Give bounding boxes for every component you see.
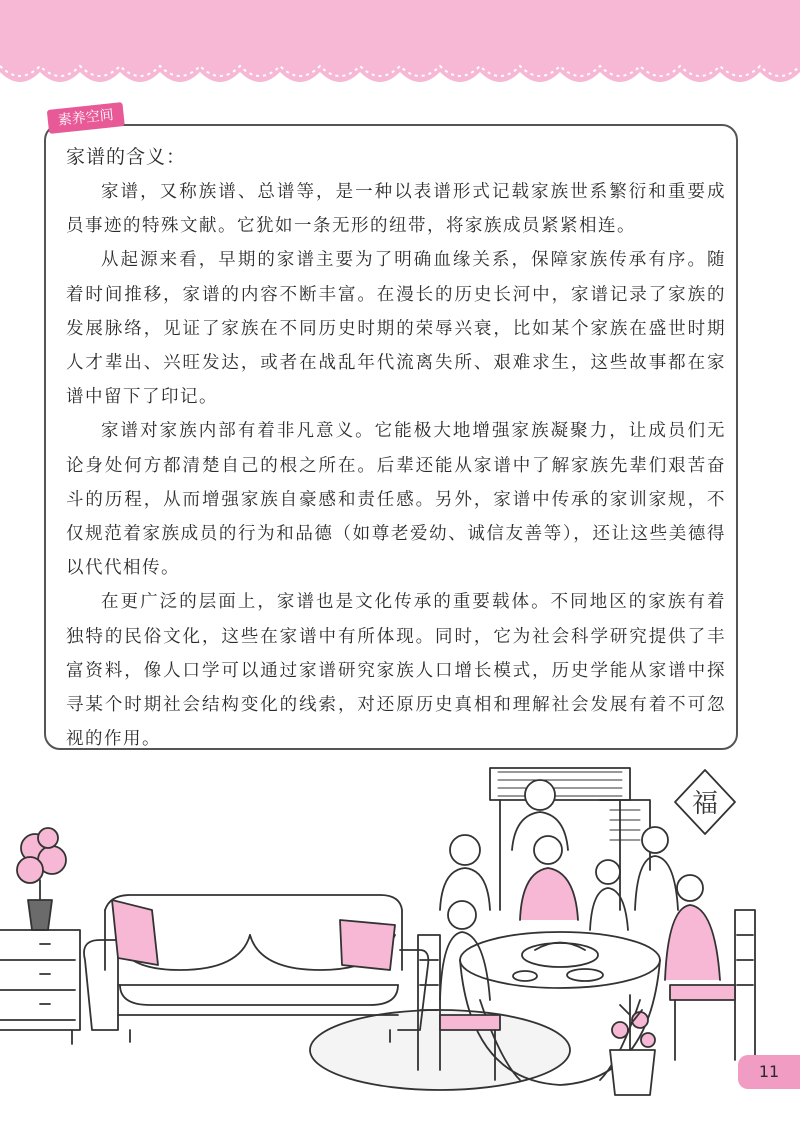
boy-figure <box>590 860 628 930</box>
family-dinner-illustration <box>0 760 800 1132</box>
page-number: 11 <box>738 1055 800 1089</box>
potted-flowers <box>610 995 655 1095</box>
pink-flower-plant <box>17 828 66 930</box>
fu-character: 福 <box>691 789 719 819</box>
top-decorative-band <box>0 0 800 100</box>
grandfather-figure <box>520 836 578 920</box>
article-title: 家谱的含义： <box>66 146 187 168</box>
article-body <box>66 142 726 756</box>
paragraph-3: 家谱对家族内部有着非凡意义。它能极大地增强家族凝聚力，让成员们无论身处何方都清楚自己的根之所在。后辈还能从家谱中了解家族先辈们艰苦奋斗的历程，从而增强家族自豪感和责任感。另外，家谱中传承的家训家规，不仅规范着家族成员的行为和品德（如尊老爱幼、诚信友善等），还让这些美德得以代代相传。 <box>66 421 726 579</box>
side-cabinet <box>0 930 80 1044</box>
paragraph-4: 在更广泛的层面上，家谱也是文化传承的重要载体。不同地区的家族有着独特的民俗文化，这些在家谱中有所体现。同时，它为社会科学研究提供了丰富资料，像人口学可以通过家谱研究家族人口增长模式，历史学能从家谱中探寻某个时期社会结构变化的线索，对还原历史真相和理解社会发展有着不可忽视的作用。 <box>66 592 726 750</box>
elder-woman-figure <box>665 875 720 980</box>
paragraph-1: 家谱，又称族谱、总谱等，是一种以表谱形式记载家族世系繁衍和重要成员事迹的特殊文献。它犹如一条无形的纽带，将家族成员紧紧相连。 <box>66 182 726 237</box>
mother-figure <box>635 827 678 910</box>
paragraph-2: 从起源来看，早期的家谱主要为了明确血缘关系，保障家族传承有序。随着时间推移，家谱的内容不断丰富。在漫长的历史长河中，家谱记录了家族的发展脉络，见证了家族在不同历史时期的荣辱兴衰，比如某个家族在盛世时期人才辈出、兴旺发达，或者在战乱年代流离失所、艰难求生，这些故事都在家谱中留下了印记。 <box>66 250 726 408</box>
grandmother-figure <box>440 835 490 910</box>
section-label-tag: 素养空间 <box>47 102 125 134</box>
